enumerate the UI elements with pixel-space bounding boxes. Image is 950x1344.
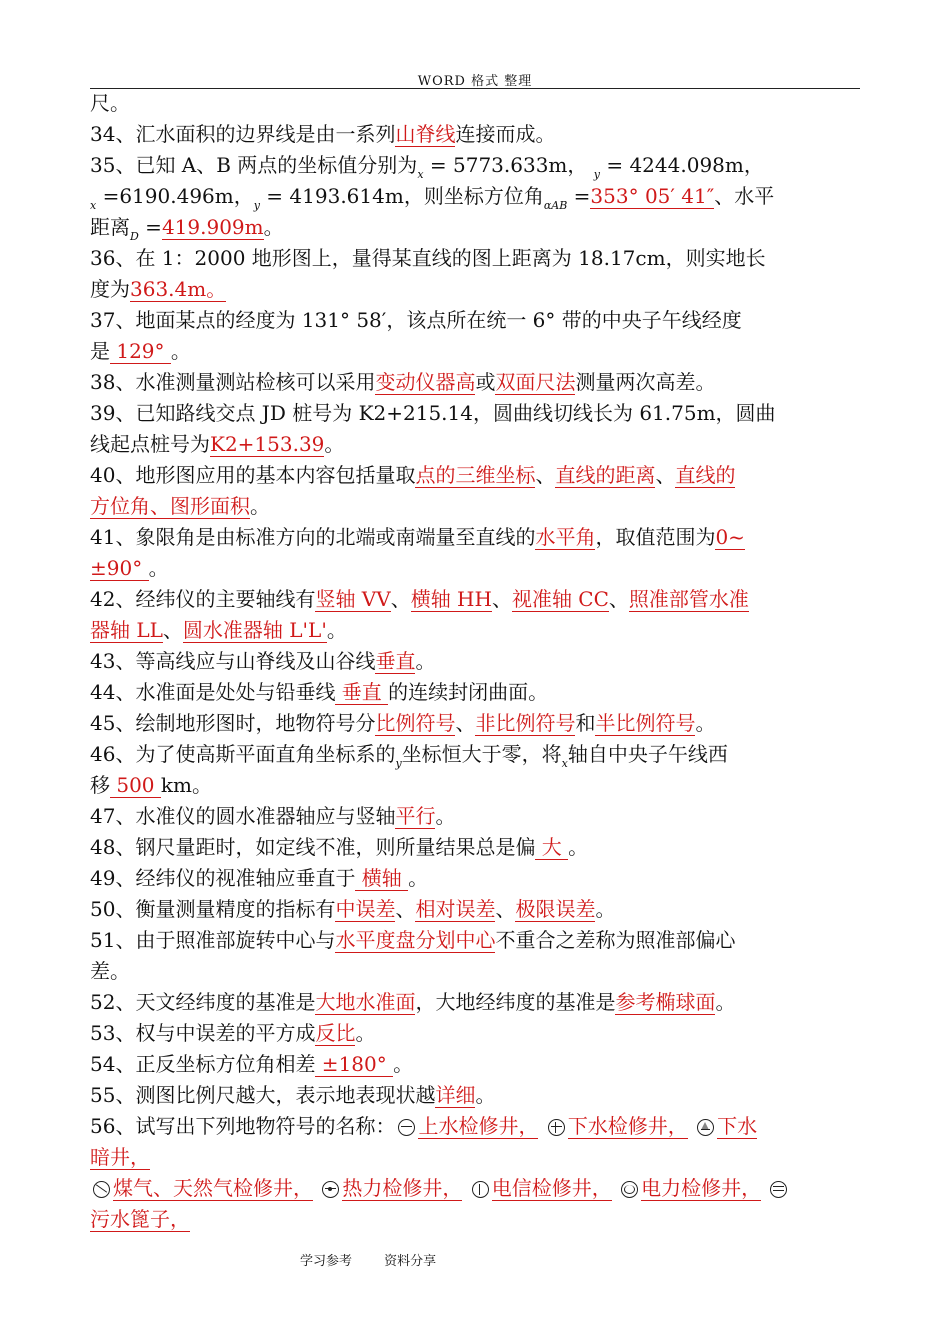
circle-dot-icon <box>322 1181 339 1198</box>
answer-text: 直线的 <box>675 463 736 487</box>
circle-lines-icon <box>770 1181 787 1198</box>
question-text: 和 <box>575 711 596 735</box>
question-text: 51、由于照准部旋转中心与 <box>90 928 336 952</box>
math-symbol: y <box>593 168 600 181</box>
answer-text: 500 <box>110 773 161 797</box>
question-text: 37、地面某点的经度为 131° 58′，该点所在统一 6° 带的中央子午线经度 <box>90 308 742 332</box>
text-line <box>90 584 860 615</box>
answer-text: 0~ <box>715 525 745 549</box>
question-text: = 5773.633m， <box>423 153 594 177</box>
answer-text: 电力检修井， <box>641 1176 762 1200</box>
question-text: ，取值范围为 <box>595 525 716 549</box>
page-footer <box>300 1250 464 1269</box>
answer-text: 横轴 <box>355 866 409 890</box>
answer-text: 平行 <box>395 804 436 828</box>
answer-text: 横轴 HH <box>410 587 492 611</box>
answer-text: ±180° <box>315 1052 394 1076</box>
question-text: 45、绘制地形图时，地物符号分 <box>90 711 376 735</box>
question-text: 测量两次高差。 <box>575 370 716 394</box>
question-text: 坐标恒大于零，将 <box>401 742 562 766</box>
text-line <box>90 894 860 925</box>
answer-text: 直线的距离 <box>555 463 656 487</box>
text-line <box>90 88 860 119</box>
question-text: 、 <box>390 587 411 611</box>
question-text: 35、已知 A、B 两点的坐标值分别为 <box>90 153 418 177</box>
question-text: 。 <box>250 494 270 518</box>
question-text <box>313 1176 319 1200</box>
math-symbol: y <box>253 199 260 212</box>
question-text: 44、水准面是处处与铅垂线 <box>90 680 336 704</box>
text-line <box>90 863 860 894</box>
text-line <box>90 1142 860 1173</box>
question-text: 差。 <box>90 959 130 983</box>
answer-text: 变动仪器高 <box>375 370 476 394</box>
text-line <box>90 832 860 863</box>
question-text: 是 <box>90 339 110 363</box>
question-text: 39、已知路线交点 JD 桩号为 K2+215.14，圆曲线切线长为 61.75m，圆曲 <box>90 401 776 425</box>
text-line <box>90 739 860 770</box>
question-text: 、 <box>162 618 183 642</box>
answer-text: 353° 05′ 41″ <box>590 184 715 208</box>
question-text <box>612 1176 618 1200</box>
text-line <box>90 1049 860 1080</box>
question-text: 或 <box>475 370 496 394</box>
footer-left: 学习参考 <box>300 1254 353 1269</box>
answer-text: 363.4m。 <box>130 277 227 301</box>
answer-text: 山脊线 <box>395 122 456 146</box>
question-text: 38、水准测量测站检核可以采用 <box>90 370 376 394</box>
answer-text: 方位角、图形面积 <box>90 494 250 518</box>
question-text <box>538 1114 544 1138</box>
answer-text: 竖轴 VV <box>315 587 391 611</box>
question-text <box>462 1176 468 1200</box>
answer-text: 比例符号 <box>375 711 456 735</box>
question-text: 、水平 <box>714 184 775 208</box>
answer-text: 双面尺法 <box>495 370 576 394</box>
math-symbol: x <box>417 168 424 181</box>
answer-text: 非比例符号 <box>475 711 576 735</box>
text-line <box>90 274 860 305</box>
question-text: 47、水准仪的圆水准器轴应与竖轴 <box>90 804 396 828</box>
answer-text: 半比例符号 <box>595 711 696 735</box>
circle-peace-icon <box>472 1181 489 1198</box>
text-line <box>90 243 860 274</box>
footer-right: 资料分享 <box>384 1254 437 1269</box>
question-text: 。 <box>715 990 736 1014</box>
question-text: km。 <box>160 773 212 797</box>
answer-text: 照准部管水准 <box>628 587 749 611</box>
text-line <box>90 119 860 150</box>
question-text: 、 <box>495 897 516 921</box>
question-text: ，大地经纬度的基准是 <box>415 990 616 1014</box>
answer-text: 煤气、天然气检修井， <box>113 1176 313 1200</box>
question-text: 。 <box>170 339 191 363</box>
question-text: 、 <box>535 463 556 487</box>
question-text: 轴自中央子午线西 <box>567 742 728 766</box>
circle-plus-icon <box>548 1119 565 1136</box>
question-text: = <box>567 184 591 208</box>
question-text: = <box>138 215 162 239</box>
answer-text: 圆水准器轴 L'L' <box>182 618 327 642</box>
text-line <box>90 801 860 832</box>
answer-text: 点的三维坐标 <box>415 463 536 487</box>
circle-arc-icon <box>621 1181 638 1198</box>
text-line <box>90 615 860 646</box>
question-text: 。 <box>355 1021 376 1045</box>
answer-text: 大地水准面 <box>315 990 416 1014</box>
text-line <box>90 336 860 367</box>
answer-text: 视准轴 CC <box>511 587 609 611</box>
math-symbol: x <box>90 199 97 212</box>
math-symbol: α <box>543 199 552 212</box>
text-line <box>90 646 860 677</box>
question-text: 度为 <box>90 277 130 301</box>
answer-text: 电信检修井， <box>491 1176 612 1200</box>
question-text: 、 <box>491 587 512 611</box>
answer-text: 反比 <box>315 1021 356 1045</box>
answer-text: 下水 <box>717 1114 758 1138</box>
text-line <box>90 398 860 429</box>
question-text: 54、正反坐标方位角相差 <box>90 1052 316 1076</box>
question-text: 42、经纬仪的主要轴线有 <box>90 587 316 611</box>
question-text: 。 <box>393 1052 414 1076</box>
question-text: 、 <box>608 587 629 611</box>
question-text: 。 <box>148 556 169 580</box>
question-text: 。 <box>595 897 616 921</box>
question-text: 连接而成。 <box>455 122 556 146</box>
math-symbol: D <box>130 230 139 243</box>
question-text: 尺。 <box>90 91 130 115</box>
answer-text: 参考椭球面 <box>615 990 716 1014</box>
question-text: 。 <box>324 432 345 456</box>
answer-text: 大 <box>535 835 569 859</box>
answer-text: 器轴 LL <box>90 618 163 642</box>
question-text: 46、为了使高斯平面直角坐标系的 <box>90 742 396 766</box>
circle-minus-icon <box>398 1119 415 1136</box>
text-line <box>90 1173 860 1204</box>
answer-text: 上水检修井， <box>418 1114 539 1138</box>
text-line <box>90 677 860 708</box>
answer-text: 水平角 <box>535 525 596 549</box>
text-line <box>90 460 860 491</box>
question-text <box>761 1176 767 1200</box>
question-text: 53、权与中误差的平方成 <box>90 1021 316 1045</box>
question-text: 移 <box>90 773 110 797</box>
question-text: = 4244.098m， <box>599 153 764 177</box>
answer-text: 419.909m <box>161 215 264 239</box>
question-text: 。 <box>326 618 347 642</box>
question-text: 50、衡量测量精度的指标有 <box>90 897 336 921</box>
question-text: 40、地形图应用的基本内容包括量取 <box>90 463 416 487</box>
answer-text: 水平度盘分划中心 <box>335 928 496 952</box>
question-text: 。 <box>263 215 284 239</box>
text-line <box>90 367 860 398</box>
page-header: WORD 格式 整理 <box>417 74 533 89</box>
text-line <box>90 1111 860 1142</box>
circle-slash-icon <box>93 1181 110 1198</box>
text-line <box>90 305 860 336</box>
text-line <box>90 212 860 243</box>
answer-text: 中误差 <box>335 897 396 921</box>
text-line <box>90 1204 860 1235</box>
math-symbol: y <box>395 757 402 770</box>
text-line <box>90 522 860 553</box>
question-text: 48、钢尺量距时，如定线不准，则所量结果总是偏 <box>90 835 536 859</box>
math-symbol: x <box>561 757 568 770</box>
question-text: 。 <box>415 649 436 673</box>
answer-text: 暗井， <box>90 1145 150 1169</box>
answer-text: 下水检修井， <box>567 1114 688 1138</box>
answer-text: 详细 <box>435 1083 476 1107</box>
question-text: 、 <box>455 711 476 735</box>
text-line <box>90 1018 860 1049</box>
question-text: 41、象限角是由标准方向的北端或南端量至直线的 <box>90 525 536 549</box>
question-text: 34、汇水面积的边界线是由一系列 <box>90 122 396 146</box>
question-text: 、 <box>395 897 416 921</box>
question-text: 52、天文经纬度的基准是 <box>90 990 316 1014</box>
text-line <box>90 1080 860 1111</box>
answer-text: 污水篦子， <box>90 1207 190 1231</box>
text-line <box>90 925 860 956</box>
answer-text: ±90° <box>90 556 149 580</box>
answer-text: 垂直 <box>375 649 416 673</box>
question-text: 。 <box>408 866 429 890</box>
question-text: 距离 <box>90 215 130 239</box>
text-line <box>90 708 860 739</box>
question-text: 43、等高线应与山脊线及山谷线 <box>90 649 376 673</box>
text-line <box>90 987 860 1018</box>
question-text: = 4193.614m，则坐标方位角 <box>259 184 544 208</box>
question-text: 55、测图比例尺越大，表示地表现状越 <box>90 1083 436 1107</box>
question-text: 线起点桩号为 <box>90 432 210 456</box>
text-line <box>90 956 860 987</box>
text-line <box>90 150 860 181</box>
question-text: 。 <box>475 1083 496 1107</box>
question-text: 。 <box>695 711 716 735</box>
question-text: 的连续封闭曲面。 <box>388 680 549 704</box>
document-body <box>90 88 860 1235</box>
question-text: 、 <box>655 463 676 487</box>
answer-text: 垂直 <box>335 680 389 704</box>
question-text: 36、在 1：2000 地形图上，量得某直线的图上距离为 18.17cm，则实地长 <box>90 246 766 270</box>
text-line <box>90 770 860 801</box>
text-line <box>90 429 860 460</box>
answer-text: 相对误差 <box>415 897 496 921</box>
question-text: 49、经纬仪的视准轴应垂直于 <box>90 866 356 890</box>
answer-text: K2+153.39 <box>210 432 325 456</box>
text-line <box>90 181 860 212</box>
circle-triangle-icon <box>697 1119 714 1136</box>
question-text: =6190.496m， <box>96 184 254 208</box>
answer-text: 极限误差 <box>515 897 596 921</box>
question-text: 不重合之差称为照准部偏心 <box>495 928 736 952</box>
text-line <box>90 553 860 584</box>
question-text: 56、试写出下列地物符号的名称： <box>90 1114 396 1138</box>
text-line <box>90 491 860 522</box>
answer-text: 热力检修井， <box>342 1176 463 1200</box>
question-text: 。 <box>435 804 456 828</box>
math-symbol: AB <box>551 199 568 212</box>
question-text <box>688 1114 694 1138</box>
answer-text: 129° <box>110 339 171 363</box>
question-text: 。 <box>568 835 589 859</box>
